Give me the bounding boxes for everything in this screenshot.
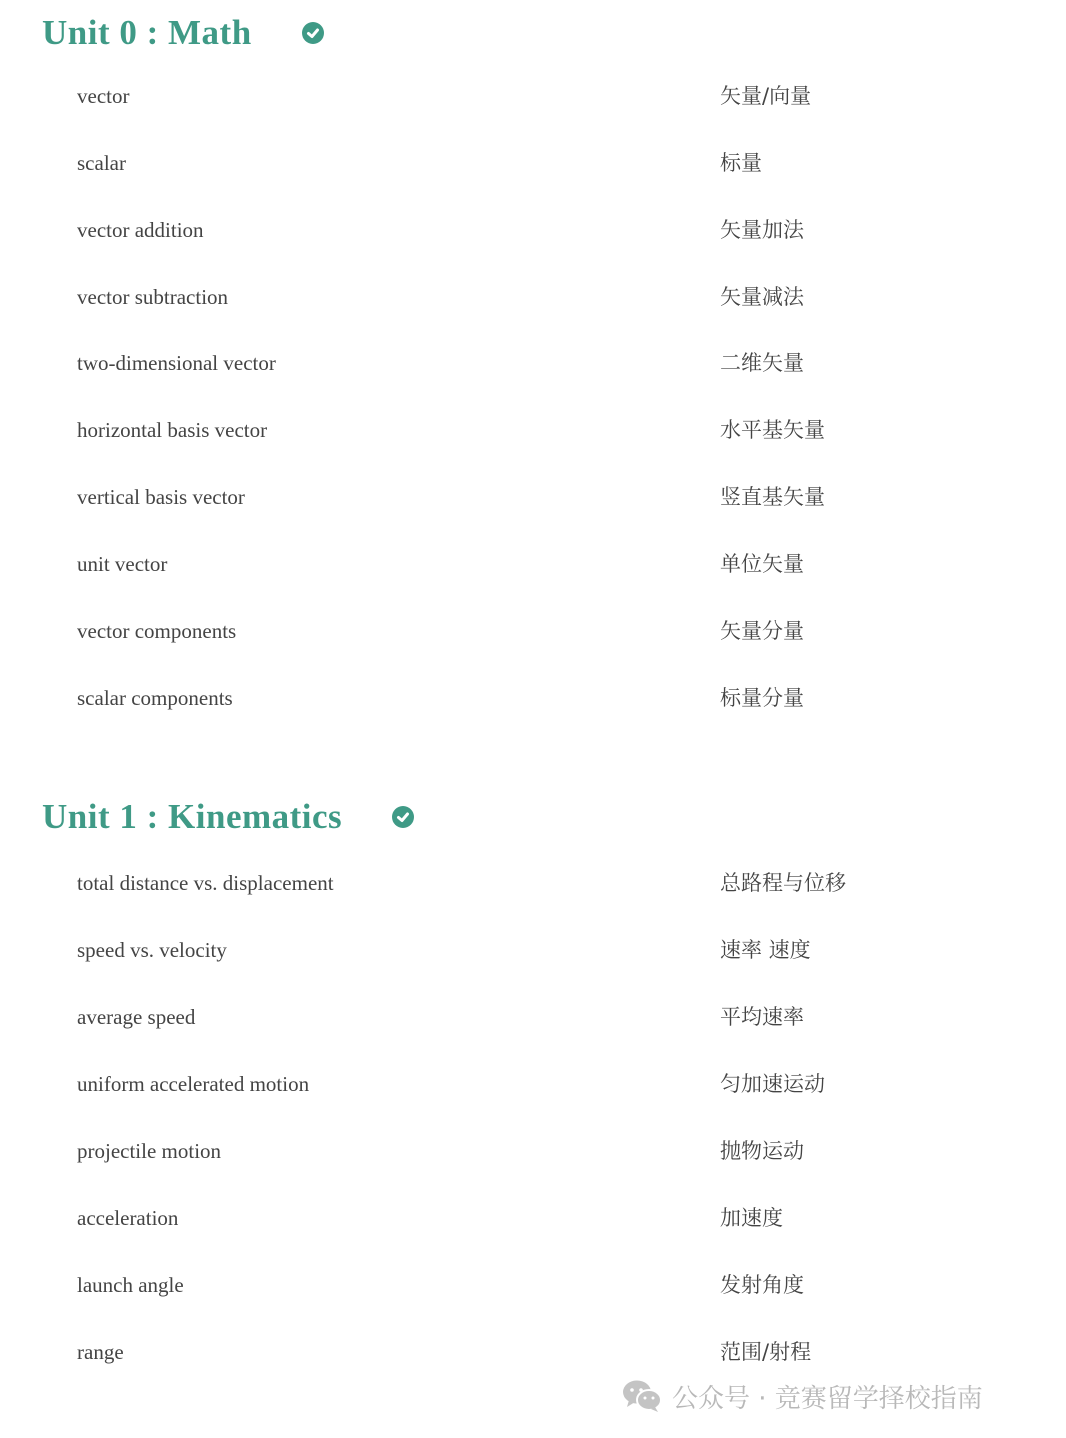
term-row bbox=[0, 544, 1066, 584]
term-chinese: 速率 速度 bbox=[720, 938, 811, 962]
term-chinese: 范围/射程 bbox=[720, 1340, 812, 1364]
term-row bbox=[0, 1332, 1066, 1372]
term-english: average speed bbox=[77, 1005, 196, 1029]
term-chinese: 矢量/向量 bbox=[720, 84, 812, 108]
term-chinese: 竖直基矢量 bbox=[720, 485, 825, 509]
term-row bbox=[0, 1265, 1066, 1305]
term-row bbox=[0, 863, 1066, 903]
term-row bbox=[0, 1064, 1066, 1104]
term-row bbox=[0, 477, 1066, 517]
term-row bbox=[0, 143, 1066, 183]
term-english: uniform accelerated motion bbox=[77, 1072, 310, 1096]
term-chinese: 匀加速运动 bbox=[720, 1072, 825, 1096]
term-chinese: 标量分量 bbox=[720, 686, 804, 710]
term-chinese: 抛物运动 bbox=[720, 1139, 804, 1163]
term-row bbox=[0, 611, 1066, 651]
wechat-icon bbox=[622, 1379, 662, 1413]
term-english: speed vs. velocity bbox=[77, 938, 227, 962]
term-english: scalar components bbox=[77, 686, 233, 710]
term-english: unit vector bbox=[77, 552, 168, 576]
term-row bbox=[0, 343, 1066, 383]
term-chinese: 平均速率 bbox=[720, 1005, 804, 1029]
term-chinese: 加速度 bbox=[720, 1206, 783, 1230]
term-english: vector components bbox=[77, 619, 237, 643]
term-row bbox=[0, 1198, 1066, 1238]
term-row bbox=[0, 1131, 1066, 1171]
term-english: vector addition bbox=[77, 218, 204, 242]
term-chinese: 矢量减法 bbox=[720, 285, 804, 309]
check-circle-icon bbox=[302, 22, 324, 44]
term-chinese: 发射角度 bbox=[720, 1273, 804, 1297]
term-english: horizontal basis vector bbox=[77, 418, 268, 442]
term-chinese: 水平基矢量 bbox=[720, 418, 825, 442]
term-row bbox=[0, 930, 1066, 970]
term-english: vertical basis vector bbox=[77, 485, 245, 509]
term-english: vector bbox=[77, 84, 130, 108]
term-english: scalar bbox=[77, 151, 126, 175]
check-circle-icon bbox=[392, 806, 414, 828]
term-english: two-dimensional vector bbox=[77, 351, 276, 375]
term-chinese: 总路程与位移 bbox=[720, 871, 846, 895]
term-row bbox=[0, 210, 1066, 250]
term-english: launch angle bbox=[77, 1273, 184, 1297]
term-english: vector subtraction bbox=[77, 285, 229, 309]
unit-1-header bbox=[42, 792, 414, 842]
term-english: acceleration bbox=[77, 1206, 179, 1230]
term-chinese: 矢量加法 bbox=[720, 218, 804, 242]
term-chinese: 矢量分量 bbox=[720, 619, 804, 643]
term-row bbox=[0, 678, 1066, 718]
watermark-text: 公众号 · 竞赛留学择校指南 bbox=[672, 1383, 983, 1414]
watermark bbox=[622, 1374, 983, 1418]
term-row bbox=[0, 277, 1066, 317]
term-row bbox=[0, 997, 1066, 1037]
term-chinese: 标量 bbox=[720, 151, 762, 175]
term-chinese: 二维矢量 bbox=[720, 351, 804, 375]
term-row bbox=[0, 410, 1066, 450]
unit-0-header bbox=[42, 8, 324, 58]
unit-0-title: Unit 0 : Math bbox=[42, 13, 252, 52]
term-english: projectile motion bbox=[77, 1139, 222, 1163]
term-row bbox=[0, 76, 1066, 116]
term-english: range bbox=[77, 1340, 124, 1364]
unit-1-title: Unit 1 : Kinematics bbox=[42, 797, 343, 836]
term-chinese: 单位矢量 bbox=[720, 552, 804, 576]
term-english: total distance vs. displacement bbox=[77, 871, 334, 895]
